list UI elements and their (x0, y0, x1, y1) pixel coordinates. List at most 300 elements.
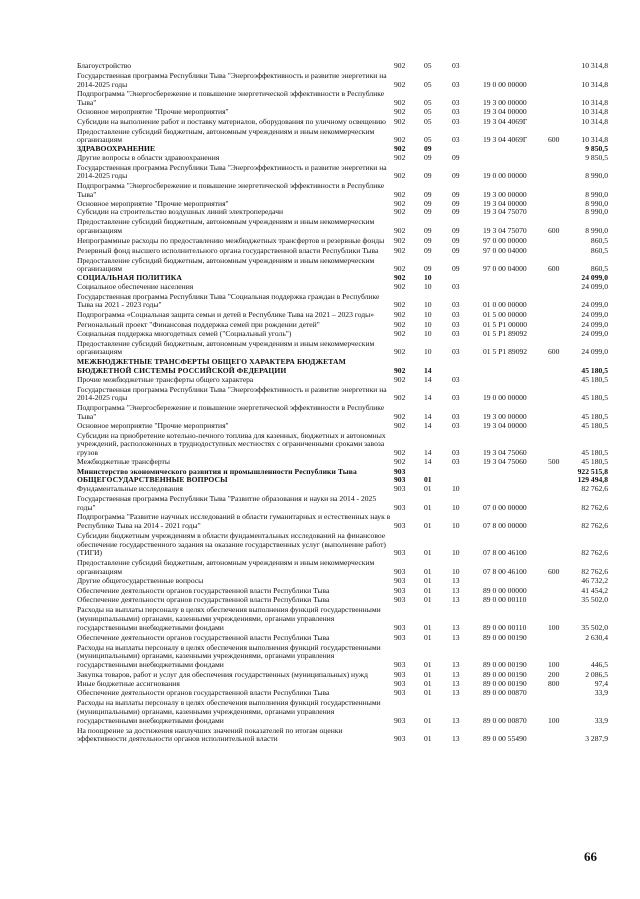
section-code: 10 (424, 310, 432, 320)
table-row (77, 164, 608, 181)
row-name: Государственная программа Республики Тыва "Социальная поддержка граждан в Республике Тыва на 2021 - 2023 годы" (77, 291, 380, 310)
section-code: 10 (424, 347, 432, 357)
section-code: 09 (424, 189, 432, 199)
ministry-code: 902 (394, 171, 406, 181)
row-name: Основное мероприятие "Прочие мероприятия" (77, 198, 229, 208)
subsection-code: 03 (452, 328, 460, 338)
amount-value: 10 314,8 (581, 116, 608, 126)
expense-type-code: 600 (548, 347, 560, 357)
section-code: 10 (424, 273, 432, 283)
section-code: 09 (424, 245, 432, 255)
ministry-code: 902 (394, 300, 406, 310)
amount-value: 82 762,6 (581, 483, 608, 493)
section-code: 10 (424, 328, 432, 338)
expense-type-code: 100 (548, 659, 560, 669)
section-code: 01 (424, 632, 432, 642)
table-row (77, 128, 608, 145)
row-name: Другие вопросы в области здравоохранения (77, 152, 220, 162)
budget-table (77, 62, 608, 744)
subsection-code: 03 (452, 393, 460, 403)
target-article-code: 89 0 00 00870 (483, 715, 527, 725)
ministry-code: 903 (394, 585, 406, 595)
row-name: Субсидии бюджетным учреждениям в области фундаментальных исследований на финансовое обеспечение государственного задания на оказание государственных услуг (выполнение работ) (ТИГИ) (77, 530, 386, 558)
section-code: 14 (424, 366, 432, 376)
ministry-code: 902 (394, 366, 406, 376)
section-code: 05 (424, 79, 432, 89)
target-article-code: 01 5 P1 89092 (483, 347, 528, 357)
target-article-code: 19 3 04 75070 (483, 225, 527, 235)
amount-value: 10 314,8 (581, 98, 608, 108)
table-row (77, 634, 608, 643)
row-name: Предоставление субсидий бюджетным, автономным учреждениям и иным некоммерческим организациям (77, 255, 375, 274)
section-code: 05 (424, 61, 432, 70)
subsection-code: 10 (452, 566, 460, 576)
section-code: 01 (424, 669, 432, 679)
row-name: Расходы на выплаты персоналу в целях обеспечения выполнения функций государственными (муниципальными) органами, казенными учреждениями, органами управления государственными внебюджетными фондами (77, 605, 381, 632)
row-name: Подпрограмма "Энергосбережение и повышение энергетической эффективности в Республике Тыва" (77, 403, 385, 421)
section-code: 01 (424, 715, 432, 725)
table-row (77, 283, 608, 292)
section-code: 10 (424, 320, 432, 330)
amount-value: 8 990,0 (585, 198, 608, 208)
row-name: Обеспечение деятельности органов государственной власти Республики Тыва (77, 585, 330, 595)
amount-value: 24 099,0 (581, 320, 608, 330)
row-name: Государственная программа Республики Тыва "Энергоэффективность и развитие энергетики на 2014-2025 годы (77, 162, 387, 181)
ministry-code: 902 (394, 320, 406, 330)
target-article-code: 97 0 00 00000 (483, 235, 527, 245)
target-article-code: 89 0 00 00190 (483, 678, 527, 688)
subsection-code: 10 (452, 521, 460, 531)
target-article-code: 19 3 04 00000 (483, 420, 527, 430)
amount-value: 446,5 (590, 659, 608, 669)
section-code: 05 (424, 98, 432, 108)
row-name: Государственная программа Республики Тыва "Энергоэффективность и развитие энергетики на 2014-2025 годы (77, 384, 387, 403)
section-code: 01 (424, 521, 432, 531)
ministry-code: 903 (394, 575, 406, 585)
subsection-code: 09 (452, 264, 460, 274)
expense-type-code: 100 (548, 715, 560, 725)
expense-type-code: 600 (548, 225, 560, 235)
subsection-code: 09 (452, 245, 460, 255)
section-code: 01 (424, 659, 432, 669)
subsection-code: 03 (452, 98, 460, 108)
subsection-code: 13 (452, 632, 460, 642)
ministry-code: 902 (394, 264, 406, 274)
amount-value: 9 850,5 (585, 144, 608, 154)
section-code: 05 (424, 106, 432, 116)
section-code: 01 (424, 678, 432, 688)
row-name: Социальное обеспечение населения (77, 281, 194, 291)
target-article-code: 89 0 00 00000 (483, 585, 527, 595)
ministry-code: 902 (394, 328, 406, 338)
ministry-code: 902 (394, 273, 406, 283)
table-row (77, 485, 608, 494)
section-code: 01 (424, 734, 432, 744)
ministry-code: 902 (394, 456, 406, 466)
target-article-code: 07 0 00 00000 (483, 502, 527, 512)
section-code: 14 (424, 374, 432, 384)
row-name: Благоустройство (77, 61, 132, 70)
ministry-code: 903 (394, 595, 406, 605)
subsection-code: 03 (452, 300, 460, 310)
amount-value: 10 314,8 (581, 135, 608, 145)
subsection-code: 03 (452, 447, 460, 457)
row-name: Расходы на выплаты персоналу в целях обеспечения выполнения функций государственными (муниципальными) органами, казенными учреждениями, органами управления государственными внебюджетными фондами (77, 698, 381, 725)
target-article-code: 19 3 04 4069Г (483, 116, 528, 126)
section-code: 09 (424, 144, 432, 154)
target-article-code: 01 5 P1 89092 (483, 328, 528, 338)
amount-value: 45 180,5 (581, 411, 608, 421)
amount-value: 45 180,5 (581, 420, 608, 430)
subsection-code: 09 (452, 189, 460, 199)
row-name: Подпрограмма "Энергосбережение и повышение энергетической эффективности в Республике Тыва" (77, 89, 385, 108)
amount-value: 8 990,0 (585, 171, 608, 181)
amount-value: 10 314,8 (581, 79, 608, 89)
section-code: 10 (424, 300, 432, 310)
target-article-code: 01 0 00 00000 (483, 300, 527, 310)
subsection-code: 09 (452, 235, 460, 245)
section-code: 09 (424, 152, 432, 162)
amount-value: 33,9 (594, 715, 608, 725)
amount-value: 35 502,0 (581, 622, 608, 632)
ministry-code: 902 (394, 393, 406, 403)
amount-value: 45 180,5 (581, 447, 608, 457)
ministry-code: 903 (394, 678, 406, 688)
section-code: 05 (424, 135, 432, 145)
subsection-code: 13 (452, 715, 460, 725)
table-row (77, 386, 608, 403)
target-article-code: 19 0 00 00000 (483, 393, 527, 403)
section-code: 01 (424, 575, 432, 585)
row-name: Социальная поддержка многодетных семей ("Социальный уголь") (77, 328, 292, 338)
ministry-code: 902 (394, 116, 406, 126)
row-name: Расходы на выплаты персоналу в целях обеспечения выполнения функций государственными (муниципальными) органами, казенными учреждениями, органами управления государственными внебюджетными фондами (77, 642, 381, 669)
table-row (77, 495, 608, 512)
row-name: Обеспечение деятельности органов государственной власти Республики Тыва (77, 595, 330, 605)
amount-value: 24 099,0 (581, 300, 608, 310)
section-code: 14 (424, 393, 432, 403)
amount-value: 2 630,4 (585, 632, 608, 642)
expense-type-code: 100 (548, 622, 560, 632)
ministry-code: 903 (394, 688, 406, 698)
ministry-code: 902 (394, 411, 406, 421)
ministry-code: 903 (394, 632, 406, 642)
table-row (77, 293, 608, 310)
table-row (77, 532, 608, 558)
table-row (77, 513, 608, 530)
row-name: Государственная программа Республики Тыва "Энергоэффективность и развитие энергетики на 2014-2025 годы (77, 70, 387, 89)
amount-value: 45 180,5 (581, 374, 608, 384)
amount-value: 10 314,8 (581, 61, 608, 70)
row-name: ЗДРАВООХРАНЕНИЕ (77, 144, 156, 154)
row-name: Непрограммные расходы по предоставлению межбюджетных трансфертов и резервные фонды (77, 235, 385, 245)
row-name: Подпрограмма "Энергосбережение и повышение энергетической эффективности в Республике Тыва" (77, 181, 385, 199)
row-name: Основное мероприятие "Прочие мероприятия" (77, 106, 229, 116)
row-name: Субсидии на приобретение котельно-печного топлива для казенных, бюджетных и автономных учреждений, расположенных в труднодоступных местностях с ограниченными сроками завоза грузов (77, 430, 386, 457)
table-row (77, 376, 608, 385)
subsection-code: 13 (452, 688, 460, 698)
target-article-code: 89 0 00 55490 (483, 734, 527, 744)
ministry-code: 903 (394, 669, 406, 679)
row-name: Прочие межбюджетные трансферты общего характера (77, 374, 254, 384)
ministry-code: 903 (394, 566, 406, 576)
section-code: 01 (424, 475, 432, 485)
amount-value: 82 762,6 (581, 548, 608, 558)
row-name: СОЦИАЛЬНАЯ ПОЛИТИКА (77, 273, 183, 283)
subsection-code: 13 (452, 669, 460, 679)
table-row (77, 358, 608, 375)
amount-value: 41 454,2 (581, 585, 608, 595)
section-code: 05 (424, 116, 432, 126)
target-article-code: 01 5 P1 00000 (483, 320, 528, 330)
target-article-code: 07 8 00 00000 (483, 521, 527, 531)
amount-value: 24 099,0 (581, 310, 608, 320)
amount-value: 129 494,8 (577, 475, 608, 485)
subsection-code: 03 (452, 135, 460, 145)
table-row (77, 237, 608, 246)
section-code: 14 (424, 447, 432, 457)
target-article-code: 97 0 00 04000 (483, 245, 527, 255)
amount-value: 33,9 (594, 688, 608, 698)
table-row (77, 247, 608, 256)
ministry-code: 903 (394, 483, 406, 493)
amount-value: 860,5 (590, 235, 608, 245)
ministry-code: 902 (394, 347, 406, 357)
table-row (77, 606, 608, 632)
amount-value: 24 099,0 (581, 273, 608, 283)
amount-value: 24 099,0 (581, 328, 608, 338)
amount-value: 10 314,8 (581, 106, 608, 116)
subsection-code: 03 (452, 420, 460, 430)
subsection-code: 10 (452, 548, 460, 558)
table-row (77, 340, 608, 357)
ministry-code: 902 (394, 98, 406, 108)
target-article-code: 07 8 00 46100 (483, 566, 527, 576)
ministry-code: 903 (394, 548, 406, 558)
ministry-code: 903 (394, 715, 406, 725)
expense-type-code: 600 (548, 135, 560, 145)
amount-value: 35 502,0 (581, 595, 608, 605)
section-code: 14 (424, 420, 432, 430)
target-article-code: 19 3 04 75060 (483, 456, 527, 466)
section-code: 10 (424, 281, 432, 291)
target-article-code: 89 0 00 00110 (483, 622, 527, 632)
row-name: Фундаментальные исследования (77, 483, 183, 493)
subsection-code: 09 (452, 225, 460, 235)
row-name: Подпрограмма "Развитие научных исследований в области гуманитарных и естественных наук в Республике Тыва на 2014 - 2021 годы" (77, 512, 391, 531)
ministry-code: 902 (394, 144, 406, 154)
table-row (77, 587, 608, 596)
section-code: 14 (424, 411, 432, 421)
row-name: Межбюджетные трансферты (77, 456, 170, 466)
section-code: 01 (424, 548, 432, 558)
section-code: 01 (424, 622, 432, 632)
row-name: МЕЖБЮДЖЕТНЫЕ ТРАНСФЕРТЫ ОБЩЕГО ХАРАКТЕРА БЮДЖЕТАМ БЮДЖЕТНОЙ СИСТЕМЫ РОССИЙСКОЙ ФЕДЕРАЦИИ (77, 357, 346, 376)
section-code: 09 (424, 198, 432, 208)
subsection-code: 13 (452, 595, 460, 605)
expense-type-code: 500 (548, 456, 560, 466)
row-name: Резервный фонд высшего исполнительного органа государственной власти Республики Тыва (77, 245, 379, 255)
amount-value: 45 180,5 (581, 456, 608, 466)
table-row (77, 727, 608, 744)
section-code: 01 (424, 595, 432, 605)
table-row (77, 577, 608, 586)
table-row (77, 311, 608, 320)
section-code: 01 (424, 502, 432, 512)
table-row (77, 596, 608, 605)
amount-value: 3 287,9 (585, 734, 608, 744)
page-number: 66 (584, 849, 597, 864)
section-code: 09 (424, 264, 432, 274)
ministry-code: 902 (394, 245, 406, 255)
section-code: 01 (424, 585, 432, 595)
ministry-code: 902 (394, 198, 406, 208)
row-name: Основное мероприятие "Прочие мероприятия" (77, 420, 229, 430)
subsection-code: 03 (452, 320, 460, 330)
ministry-code: 902 (394, 225, 406, 235)
row-name: Предоставление субсидий бюджетным, автономным учреждениям и иным некоммерческим организациям (77, 558, 375, 576)
expense-type-code: 600 (548, 264, 560, 274)
table-row (77, 257, 608, 274)
row-name: Иные бюджетные ассигнования (77, 678, 180, 688)
subsection-code: 09 (452, 171, 460, 181)
target-article-code: 89 0 00 00190 (483, 669, 527, 679)
amount-value: 24 099,0 (581, 347, 608, 357)
row-name: Закупка товаров, работ и услуг для обеспечения государственных (муниципальных) нужд (77, 669, 368, 679)
amount-value: 82 762,6 (581, 521, 608, 531)
subsection-code: 03 (452, 116, 460, 126)
ministry-code: 903 (394, 466, 406, 476)
row-name: Государственная программа Республики Тыва "Развитие образования и науки на 2014 - 2025 годы" (77, 493, 377, 512)
subsection-code: 13 (452, 734, 460, 744)
table-row (77, 689, 608, 698)
target-article-code: 01 5 00 00000 (483, 310, 527, 320)
amount-value: 24 099,0 (581, 281, 608, 291)
ministry-code: 902 (394, 135, 406, 145)
row-name: ОБЩЕГОСУДАРСТВЕННЫЕ ВОПРОСЫ (77, 475, 228, 485)
amount-value: 82 762,6 (581, 502, 608, 512)
section-code: 09 (424, 207, 432, 217)
subsection-code: 13 (452, 622, 460, 632)
subsection-code: 03 (452, 281, 460, 291)
ministry-code: 902 (394, 281, 406, 291)
table-row (77, 458, 608, 467)
target-article-code: 19 3 00 00000 (483, 98, 527, 108)
row-name: Региональный проект "Финансовая поддержка семей при рождении детей" (77, 320, 320, 330)
ministry-code: 903 (394, 659, 406, 669)
target-article-code: 19 3 04 4069Г (483, 135, 528, 145)
section-code: 09 (424, 171, 432, 181)
table-row (77, 108, 608, 117)
subsection-code: 09 (452, 207, 460, 217)
target-article-code: 89 0 00 00190 (483, 632, 527, 642)
row-name: Предоставление субсидий бюджетным, автономным учреждениям и иным некоммерческим организациям (77, 338, 375, 357)
row-name: Предоставление субсидий бюджетным, автономным учреждениям и иным некоммерческим организациям (77, 217, 375, 235)
subsection-code: 03 (452, 411, 460, 421)
section-code: 01 (424, 688, 432, 698)
table-row (77, 432, 608, 458)
row-name: Подпрограмма «Социальная защита семьи и детей в Республике Тыва на 2021 – 2023 годы» (77, 310, 375, 320)
table-row (77, 208, 608, 217)
row-name: На поощрение за достижения наилучших значений показателей по итогам оценки эффективности деятельности органов исполнительной власти (77, 725, 343, 744)
table-row (77, 644, 608, 670)
target-article-code: 89 0 00 00870 (483, 688, 527, 698)
subsection-code: 13 (452, 659, 460, 669)
subsection-code: 09 (452, 152, 460, 162)
target-article-code: 19 3 04 00000 (483, 198, 527, 208)
section-code: 14 (424, 456, 432, 466)
row-name: Обеспечение деятельности органов государственной власти Республики Тыва (77, 632, 330, 642)
row-name: Другие общегосударственные вопросы (77, 575, 204, 585)
target-article-code: 97 0 00 04000 (483, 264, 527, 274)
table-row (77, 559, 608, 576)
subsection-code: 13 (452, 575, 460, 585)
subsection-code: 03 (452, 106, 460, 116)
row-name: Предоставление субсидий бюджетным, автономным учреждениям и иным некоммерческим организациям (77, 126, 375, 145)
ministry-code: 902 (394, 374, 406, 384)
amount-value: 860,5 (590, 264, 608, 274)
expense-type-code: 200 (548, 669, 560, 679)
ministry-code: 902 (394, 152, 406, 162)
table-row (77, 330, 608, 339)
subsection-code: 10 (452, 483, 460, 493)
amount-value: 8 990,0 (585, 207, 608, 217)
row-name: Обеспечение деятельности органов государственной власти Республики Тыва (77, 688, 330, 698)
amount-value: 97,4 (594, 678, 608, 688)
amount-value: 46 732,2 (581, 575, 608, 585)
table-row (77, 422, 608, 431)
subsection-code: 03 (452, 374, 460, 384)
ministry-code: 902 (394, 106, 406, 116)
target-article-code: 89 0 00 00110 (483, 595, 527, 605)
ministry-code: 903 (394, 734, 406, 744)
subsection-code: 03 (452, 61, 460, 70)
section-code: 01 (424, 483, 432, 493)
section-code: 09 (424, 225, 432, 235)
amount-value: 922 515,8 (577, 466, 608, 476)
subsection-code: 13 (452, 678, 460, 688)
amount-value: 45 180,5 (581, 393, 608, 403)
ministry-code: 903 (394, 521, 406, 531)
ministry-code: 902 (394, 61, 406, 70)
ministry-code: 903 (394, 475, 406, 485)
amount-value: 8 990,0 (585, 225, 608, 235)
ministry-code: 903 (394, 502, 406, 512)
subsection-code: 13 (452, 585, 460, 595)
target-article-code: 89 0 00 00190 (483, 659, 527, 669)
amount-value: 2 086,5 (585, 669, 608, 679)
table-row (77, 62, 608, 71)
target-article-code: 19 0 00 00000 (483, 171, 527, 181)
target-article-code: 19 3 04 75070 (483, 207, 527, 217)
target-article-code: 19 3 00 00000 (483, 411, 527, 421)
amount-value: 82 762,6 (581, 566, 608, 576)
amount-value: 45 180,5 (581, 366, 608, 376)
target-article-code: 19 0 00 00000 (483, 79, 527, 89)
row-name: Субсидии на выполнение работ и поставку материалов, оборудования по уличному освещению (77, 116, 386, 126)
target-article-code: 19 3 04 75060 (483, 447, 527, 457)
target-article-code: 19 3 00 00000 (483, 189, 527, 199)
ministry-code: 902 (394, 189, 406, 199)
ministry-code: 902 (394, 79, 406, 89)
subsection-code: 09 (452, 198, 460, 208)
row-name: Министерство экономического развития и промышленности Республики Тыва (77, 466, 357, 476)
table-row (77, 404, 608, 421)
expense-type-code: 600 (548, 566, 560, 576)
ministry-code: 902 (394, 207, 406, 217)
ministry-code: 902 (394, 310, 406, 320)
subsection-code: 03 (452, 310, 460, 320)
